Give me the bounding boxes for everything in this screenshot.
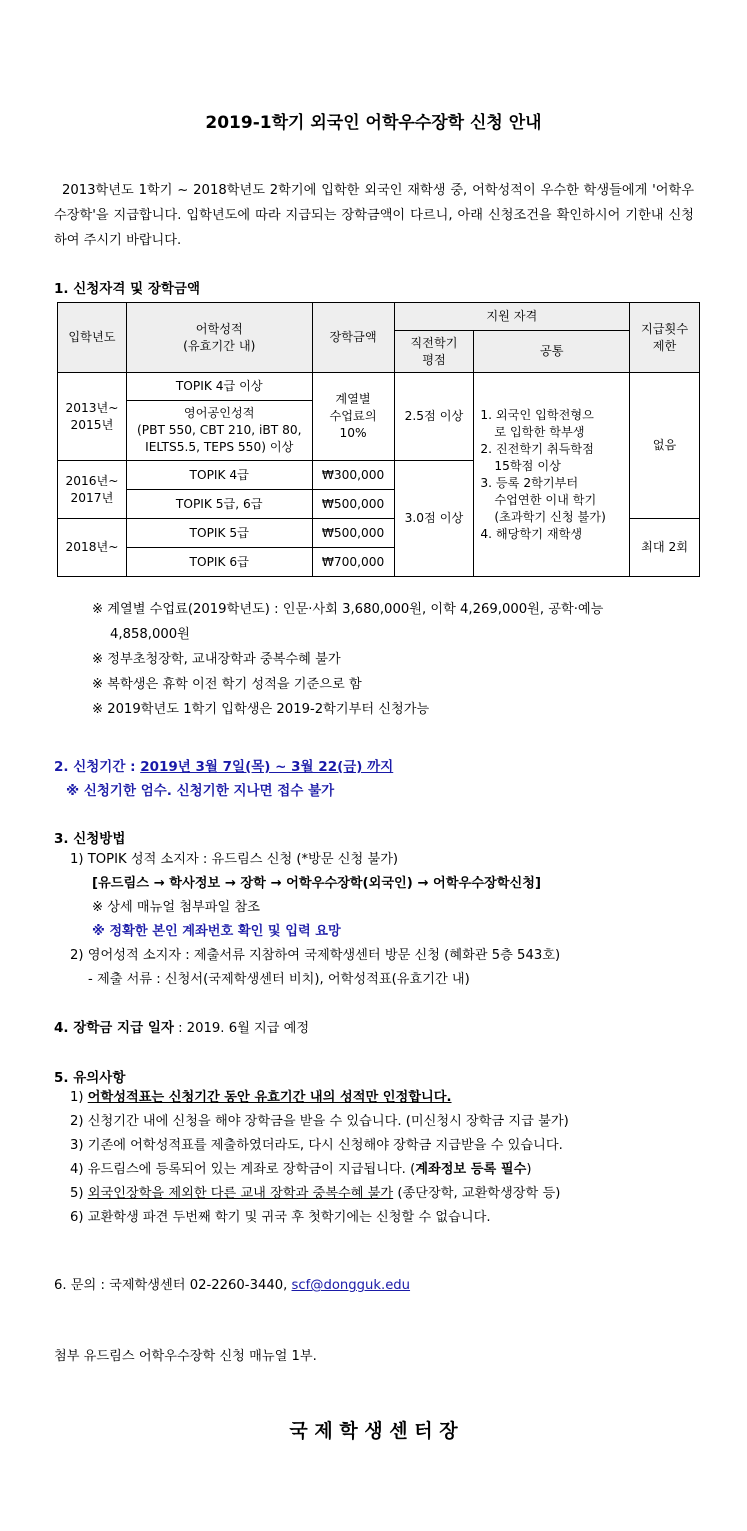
method-path: [유드림스 → 학사정보 → 장학 → 어학우수장학(외국인) → 어학우수장학신청] xyxy=(92,876,541,891)
amount-10-percent: 계열별 수업료의 10% xyxy=(312,373,394,461)
note-5-underline: 외국인장학을 제외한 다른 교내 장학과 중복수혜 불가 xyxy=(87,1186,394,1201)
section-3-heading: 3. 신청방법 xyxy=(54,831,126,847)
header-gpa: 직전학기 평점 xyxy=(394,331,474,373)
topik-6: TOPIK 6급 xyxy=(126,548,312,577)
intro-paragraph xyxy=(54,178,694,253)
topik-4-plus: TOPIK 4급 이상 xyxy=(126,373,312,401)
note-2: 2) 신청기간 내에 신청을 해야 장학금을 받을 수 있습니다. (미신청시 장학금 지급 불가) xyxy=(70,1114,569,1129)
payment-date: : 2019. 6월 지급 예정 xyxy=(173,1021,310,1036)
note-new-students: ※ 2019학년도 1학기 입학생은 2019-2학기부터 신청가능 xyxy=(92,702,430,717)
topik-5: TOPIK 5급 xyxy=(126,519,312,548)
amount-500000: ₩500,000 xyxy=(312,490,394,519)
note-1: 1) 어학성적표는 신청기간 동안 유효기간 내의 성적만 인정합니다. xyxy=(70,1090,452,1105)
common-requirements: 1. 외국인 입학전형으 로 입학한 학부생 2. 진전학기 취득학점 15학점 이상 3. 등록 2학기부터 수업연한 이내 학기 (초과학기 신청 불가) 4. 해당학기 재학생 xyxy=(474,373,630,577)
header-common: 공통 xyxy=(474,331,630,373)
header-year: 입학년도 xyxy=(58,303,127,373)
english-score: 영어공인성적 (PBT 550, CBT 210, iBT 80, IELTS5.5, TEPS 550) 이상 xyxy=(126,401,312,461)
method-topik: 1) TOPIK 성적 소지자 : 유드림스 신청 (*방문 신청 불가) xyxy=(70,852,399,867)
amount-500000-2018: ₩500,000 xyxy=(312,519,394,548)
signature: 국 제 학 생 센 터 장 xyxy=(289,1420,458,1442)
section-4-line xyxy=(54,1016,309,1041)
note-returning: ※ 복학생은 휴학 이전 학기 성적을 기준으로 함 xyxy=(92,677,362,692)
note-6: 6) 교환학생 파견 두번째 학기 및 귀국 후 첫학기에는 신청할 수 없습니다. xyxy=(70,1210,491,1225)
gpa-3-0: 3.0점 이상 xyxy=(394,461,474,577)
header-amount: 장학금액 xyxy=(312,303,394,373)
year-2018: 2018년~ xyxy=(58,519,127,577)
note-5: 5) 외국인장학을 제외한 다른 교내 장학과 중복수혜 불가 (종단장학, 교환학생장학 등) xyxy=(70,1186,561,1201)
note-tuition-cont: 4,858,000원 xyxy=(110,627,190,642)
note-duplicate: ※ 정부초청장학, 교내장학과 중복수혜 불가 xyxy=(92,652,341,667)
application-period: 2019년 3월 7일(목) ~ 3월 22(금) 까지 xyxy=(140,759,394,775)
method-account: ※ 정확한 본인 계좌번호 확인 및 입력 요망 xyxy=(92,924,341,939)
year-2013-2015: 2013년~ 2015년 xyxy=(58,373,127,461)
topik-4: TOPIK 4급 xyxy=(126,461,312,490)
limit-max-2: 최대 2회 xyxy=(630,519,700,577)
note-4: 4) 유드림스에 등록되어 있는 계좌로 장학금이 지급됩니다. (계좌정보 등록 필수) xyxy=(70,1162,532,1177)
method-documents: - 제출 서류 : 신청서(국제학생센터 비치), 어학성적표(유효기간 내) xyxy=(88,972,470,987)
topik-5-6: TOPIK 5급, 6급 xyxy=(126,490,312,519)
header-language-score: 어학성적 (유효기간 내) xyxy=(126,303,312,373)
note-4-bold: 계좌정보 등록 필수 xyxy=(415,1162,527,1177)
contact-email-link[interactable]: scf@dongguk.edu xyxy=(291,1278,411,1293)
note-1-text: 어학성적표는 신청기간 동안 유효기간 내의 성적만 인정합니다. xyxy=(87,1090,452,1105)
deadline-warning: ※ 신청기한 엄수. 신청기한 지나면 접수 불가 xyxy=(66,783,335,799)
amount-700000: ₩700,000 xyxy=(312,548,394,577)
header-support: 지원 자격 xyxy=(394,303,630,331)
contact-text: 6. 문의 : 국제학생센터 02-2260-3440, xyxy=(54,1278,292,1293)
limit-none: 없음 xyxy=(630,373,700,519)
note-tuition: ※ 계열별 수업료(2019학년도) : 인문·사회 3,680,000원, 이학 4,269,000원, 공학·예능 xyxy=(92,602,604,617)
gpa-2-5: 2.5점 이상 xyxy=(394,373,474,461)
page-title: 2019-1학기 외국인 어학우수장학 신청 안내 xyxy=(205,113,542,133)
method-english: 2) 영어성적 소지자 : 제출서류 지참하여 국제학생센터 방문 신청 (혜화관 5층 543호) xyxy=(70,948,561,963)
contact-line xyxy=(54,1274,410,1298)
section-2-label: 2. 신청기간 : xyxy=(54,759,141,775)
header-limit: 지급횟수 제한 xyxy=(630,303,700,373)
note-3: 3) 기존에 어학성적표를 제출하였더라도, 다시 신청해야 장학금 지급받을 수 있습니다. xyxy=(70,1138,563,1153)
amount-300000: ₩300,000 xyxy=(312,461,394,490)
section-4-label: 4. 장학금 지급 일자 xyxy=(54,1020,174,1036)
section-2-line xyxy=(54,755,393,775)
section-1-heading: 1. 신청자격 및 장학금액 xyxy=(54,281,200,297)
attachment-note: 첨부 유드림스 어학우수장학 신청 매뉴얼 1부. xyxy=(54,1349,317,1364)
year-2016-2017: 2016년~ 2017년 xyxy=(58,461,127,519)
section-5-heading: 5. 유의사항 xyxy=(54,1070,126,1086)
scholarship-table xyxy=(57,302,700,577)
notes-list xyxy=(92,597,603,722)
intro-text: 2013학년도 1학기 ~ 2018학년도 2학기에 입학한 외국인 재학생 중, 어학성적이 우수한 학생들에게 '어학우수장학'을 지급합니다. 입학년도에 따라 지급되는 장학금액이 다르니, 아래 신청조건을 확인하시어 기한내 신청하여 주시기 바랍니다. xyxy=(54,183,694,248)
method-manual: ※ 상세 매뉴얼 첨부파일 참조 xyxy=(92,900,260,915)
